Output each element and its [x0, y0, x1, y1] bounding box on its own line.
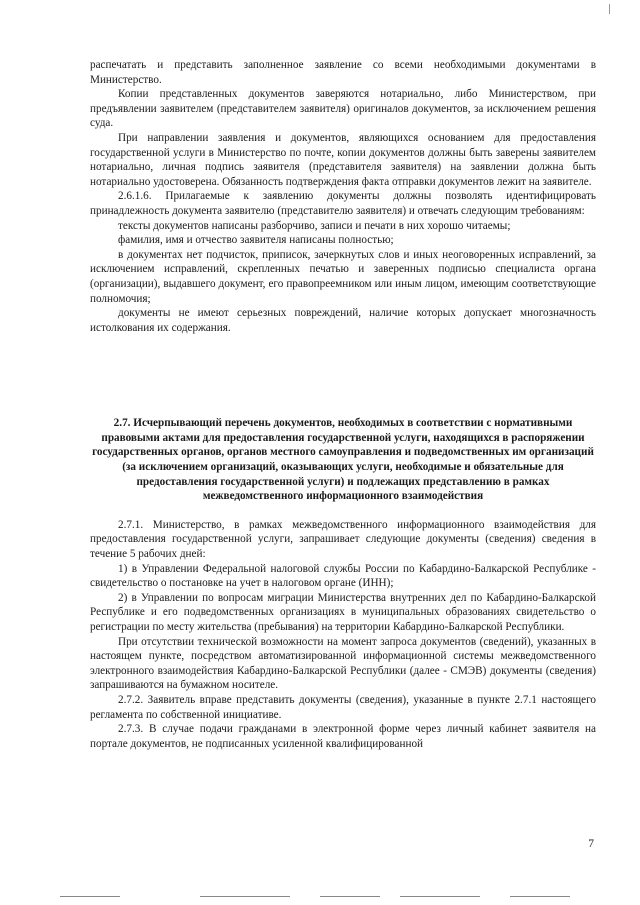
- page-number: 7: [588, 838, 594, 850]
- top-paragraphs: [90, 58, 596, 335]
- section-heading: 2.7. Исчерпывающий перечень документов, необходимых в соответствии с нормативными правовыми актами для предоставления государственной услуги, находящихся в распоряжении государственных органов, органов местного самоуправления и подведомственных им организаций (за исключением организаций, оказывающих услуги, необходимые и обязательные для предоставления государственной услуги) и подлежащих представлению в рамках межведомственного информационного взаимодействия: [92, 417, 594, 503]
- paragraph: 1) в Управлении Федеральной налоговой службы России по Кабардино-Балкарской Республике - свидетельство о постановке на учет в налоговом органе (ИНН);: [90, 562, 596, 590]
- spacer: [90, 504, 596, 518]
- paragraph: Копии представленных документов заверяются нотариально, либо Министерством, при предъявлении заявителем (представителем заявителя) оригиналов документов, за исключением решения суда.: [90, 88, 596, 130]
- paragraph: 2.6.1.6. Прилагаемые к заявлению документы должны позволять идентифицировать принадлежность документа заявителю (представителю заявителя) и отвечать следующим требованиям:: [90, 190, 596, 217]
- paragraph: 2) в Управлении по вопросам миграции Министерства внутренних дел по Кабардино-Балкарской Республике и его подведомственных организациях в муниципальных образованиях свидетельство о регистрации по месту жительства (пребывания) на территории Кабардино-Балкарской Республики.: [90, 591, 596, 633]
- bottom-paragraphs: [90, 518, 596, 752]
- scan-corner-mark: [609, 4, 610, 14]
- scan-footer-lines: [60, 896, 620, 898]
- paragraph: фамилия, имя и отчество заявителя написаны полностью;: [118, 234, 394, 247]
- paragraph: 2.7.2. Заявитель вправе представить документы (сведения), указанные в пункте 2.7.1 настоящего регламента по собственной инициативе.: [90, 693, 596, 721]
- paragraph: При отсутствии технической возможности на момент запроса документов (сведений), указанных в настоящем пункте, посредством автоматизированной информационной системы межведомственного электронного взаимодействия Кабардино-Балкарской Республики (далее - СМЭВ) документы (сведения) запрашиваются на бумажном носителе.: [90, 635, 596, 692]
- paragraph: При направлении заявления и документов, являющихся основанием для предоставления государственной услуги в Министерство по почте, копии документов должны быть заверены заявителем нотариально, личная подпись заявителя (представителя заявителя) на заявлении должна быть нотариально удостоверена. Обязанность подтверждения факта отправки документов лежит на заявителе.: [90, 131, 596, 188]
- paragraph: 2.7.1. Министерство, в рамках межведомственного информационного взаимодействия для предоставления государственной услуги, запрашивает следующие документы (сведения) сведения в течение 5 рабочих дней:: [90, 518, 596, 561]
- document-page: [90, 58, 596, 751]
- paragraph: 2.7.3. В случае подачи гражданами в электронной форме через личный кабинет заявителя на портале документов, не подписанных усиленной квалифицированной: [90, 723, 596, 750]
- paragraph: документы не имеют серьезных повреждений, наличие которых допускает многозначность истолкования их содержания.: [90, 307, 596, 334]
- paragraph: тексты документов написаны разборчиво, записи и печати в них хорошо читаемы;: [118, 219, 511, 232]
- paragraph: в документах нет подчисток, приписок, зачеркнутых слов и иных неоговоренных исправлений, за исключением исправлений, скрепленных печатью и заверенных подписью специалиста органа (организации), выдавшего документ, его правопреемником или иным лицом, имеющим соответствующие полномочия;: [90, 248, 596, 305]
- paragraph: распечатать и представить заполненное заявление со всеми необходимыми документами в Министерство.: [90, 59, 596, 86]
